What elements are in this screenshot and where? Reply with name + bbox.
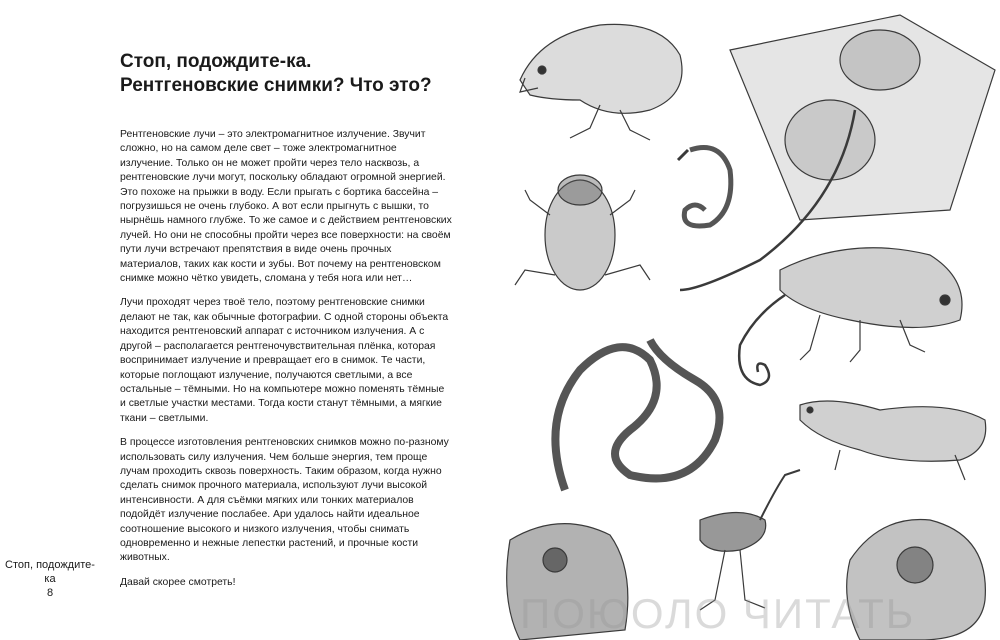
title-line-1: Стоп, подождите-ка. [120, 51, 312, 72]
frog-xray [515, 175, 650, 290]
paragraph: В процессе изготовления рентгеновских снимков можно по-разному использовать силу излучения. Чем больше энергия, тем проще лучам проходить сквозь поверхность. Таким образом, когда нужно сделать снимок прочного материала, используют лучи высокой интенсивности. А для съёмки мягких или тонких материалов подойдёт излучение послабее. Ари удалось найти идеальное соотношение высокого и низкого излучения, чтобы снимать одновременно и нежные лепестки растений, и прочные кости животных. [120, 437, 449, 564]
title-line-2: Рентгеновские снимки? Что это? [120, 75, 432, 96]
body-text [120, 128, 452, 600]
page-number: 8 [46, 587, 54, 599]
watermark: ПОЮОЛО ЧИТАТЬ [520, 590, 916, 637]
stingray-xray [680, 15, 995, 290]
snake-xray [555, 340, 719, 490]
page-title [120, 50, 460, 98]
xray-illustrations [500, 0, 1000, 640]
footer-label: Стоп, подождите-ка [5, 559, 95, 585]
rodent-xray [800, 401, 986, 480]
right-page-illustrations [500, 0, 1000, 640]
page-footer [0, 558, 100, 600]
paragraph: Лучи проходят через твоё тело, поэтому рентгеновские снимки делают не так, как обычные фотографии. С одной стороны объекта находится рентгеновский аппарат с источником излучения. А с другой – располагается рентгеночувствительная плёнка, которая воспринимает излучение и превращает его в снимок. Те части, которые поглощают излучение, получаются светлыми, а все остальные – тёмными. Но на компьютере можно поменять тёмные и светлые участки местами. Тогда кости станут тёмными, а мягкие ткани – светлыми. [120, 297, 449, 424]
paragraph: Рентгеновские лучи – это электромагнитное излучение. Звучит сложно, но на самом деле свет – тоже электромагнитное излучение. Только он не может пройти через тело насквозь, а рентгеновские лучи могут, поскольку обладают огромной энергией. Это похоже на прыжки в воду. Если прыгать с бортика бассейна – погрузишься не очень глубоко. А вот если прыгнуть с вышки, то нырнёшь намного глубже. То же самое и с действием рентгеновских лучей. Но они не способны пройти через все поверхности: на своём пути лучи встречают препятствия в виде очень прочных материалов, таких как кости и зубы. Вот почему на рентгеновском снимке можно чётко увидеть, сломана у тебя нога или нет… [120, 129, 452, 285]
chameleon-xray [739, 248, 962, 385]
heron-xray [700, 470, 800, 610]
bird-xray [520, 24, 682, 140]
paragraph: Давай скорее смотреть! [120, 576, 236, 588]
seahorse-xray [678, 148, 731, 227]
